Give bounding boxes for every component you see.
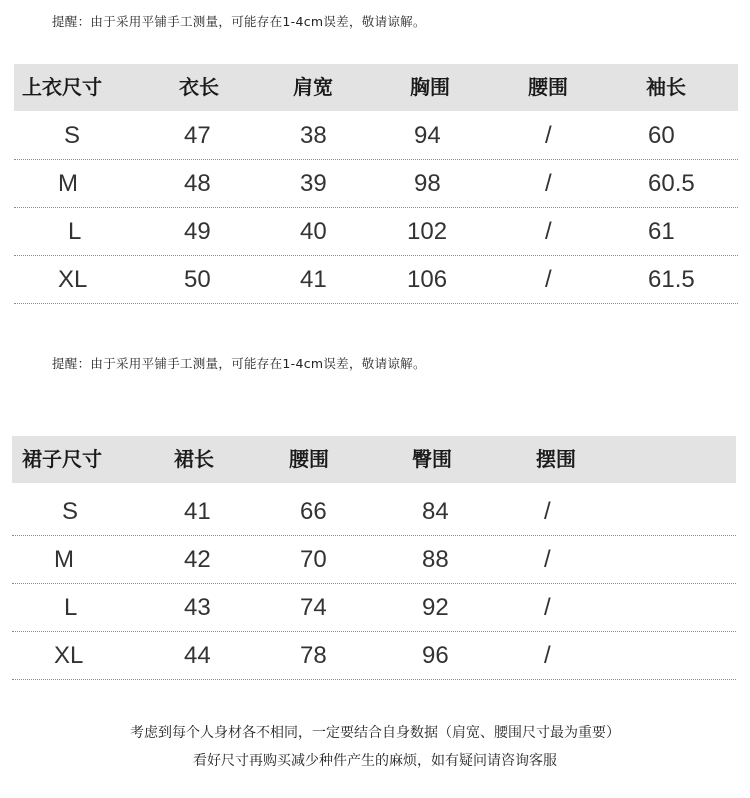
- hip-cell: 88: [422, 546, 449, 573]
- table-row: [12, 584, 736, 632]
- size-cell: XL: [54, 642, 84, 669]
- sleeve-cell: 60.5: [648, 170, 695, 197]
- waist-cell: /: [545, 218, 552, 245]
- table-row: [14, 112, 738, 160]
- length-cell: 48: [184, 170, 211, 197]
- sleeve-cell: 61: [648, 218, 675, 245]
- skirt-table-header: [12, 436, 736, 483]
- size-cell: L: [68, 218, 82, 245]
- shoulder-cell: 38: [300, 122, 327, 149]
- header-shoulder: 肩宽: [293, 75, 333, 99]
- top-table-header: [14, 64, 738, 111]
- hip-cell: 92: [422, 594, 449, 621]
- header-skirt-length: 裙长: [174, 447, 214, 471]
- table-row: [14, 256, 738, 304]
- skirt-length-cell: 41: [184, 498, 211, 525]
- header-sleeve: 袖长: [646, 75, 686, 99]
- size-cell: XL: [58, 266, 88, 293]
- size-cell: L: [64, 594, 78, 621]
- skirt-waist-cell: 66: [300, 498, 327, 525]
- sleeve-cell: 61.5: [648, 266, 695, 293]
- chest-cell: 106: [407, 266, 448, 293]
- header-hem: 摆围: [536, 447, 576, 471]
- size-cell: M: [58, 170, 78, 197]
- skirt-length-cell: 44: [184, 642, 211, 669]
- hem-cell: /: [544, 498, 551, 525]
- hem-cell: /: [544, 594, 551, 621]
- length-cell: 50: [184, 266, 211, 293]
- skirt-waist-cell: 78: [300, 642, 327, 669]
- footer-advice-line-1: 考虑到每个人身材各不相同，一定要结合自身数据（肩宽、腰围尺寸最为重要）: [130, 725, 620, 741]
- header-chest: 胸围: [410, 75, 450, 99]
- size-cell: S: [64, 122, 81, 149]
- shoulder-cell: 39: [300, 170, 327, 197]
- table-row: [14, 208, 738, 256]
- skirt-size-table: [12, 436, 736, 682]
- measurement-note-top: 提醒：由于采用平铺手工测量，可能存在1-4cm误差，敬请谅解。: [52, 14, 426, 29]
- skirt-length-cell: 43: [184, 594, 211, 621]
- shoulder-cell: 40: [300, 218, 327, 245]
- header-top-size: 上衣尺寸: [22, 75, 102, 99]
- skirt-waist-cell: 74: [300, 594, 327, 621]
- dotted-divider: [14, 303, 738, 304]
- top-size-table: [14, 64, 738, 304]
- waist-cell: /: [545, 170, 552, 197]
- dotted-divider: [12, 679, 736, 680]
- length-cell: 47: [184, 122, 211, 149]
- chest-cell: 98: [414, 170, 441, 197]
- waist-cell: /: [545, 122, 552, 149]
- hip-cell: 96: [422, 642, 449, 669]
- size-cell: M: [54, 546, 74, 573]
- shoulder-cell: 41: [300, 266, 327, 293]
- hem-cell: /: [544, 546, 551, 573]
- table-row: [14, 160, 738, 208]
- skirt-waist-cell: 70: [300, 546, 327, 573]
- header-skirt-size: 裙子尺寸: [22, 447, 102, 471]
- waist-cell: /: [545, 266, 552, 293]
- sleeve-cell: 60: [648, 122, 675, 149]
- footer-advice-line-2: 看好尺寸再购买减少种件产生的麻烦，如有疑问请咨询客服: [193, 753, 557, 769]
- hip-cell: 84: [422, 498, 449, 525]
- header-waist: 腰围: [528, 75, 568, 99]
- header-skirt-waist: 腰围: [289, 447, 329, 471]
- table-row: [12, 488, 736, 536]
- table-row: [12, 536, 736, 584]
- chest-cell: 94: [414, 122, 441, 149]
- chest-cell: 102: [407, 218, 448, 245]
- header-hip: 臀围: [412, 447, 452, 471]
- skirt-length-cell: 42: [184, 546, 211, 573]
- header-length: 衣长: [179, 75, 219, 99]
- length-cell: 49: [184, 218, 211, 245]
- measurement-note-middle: 提醒：由于采用平铺手工测量，可能存在1-4cm误差，敬请谅解。: [52, 356, 426, 371]
- size-cell: S: [62, 498, 79, 525]
- table-row: [12, 632, 736, 680]
- hem-cell: /: [544, 642, 551, 669]
